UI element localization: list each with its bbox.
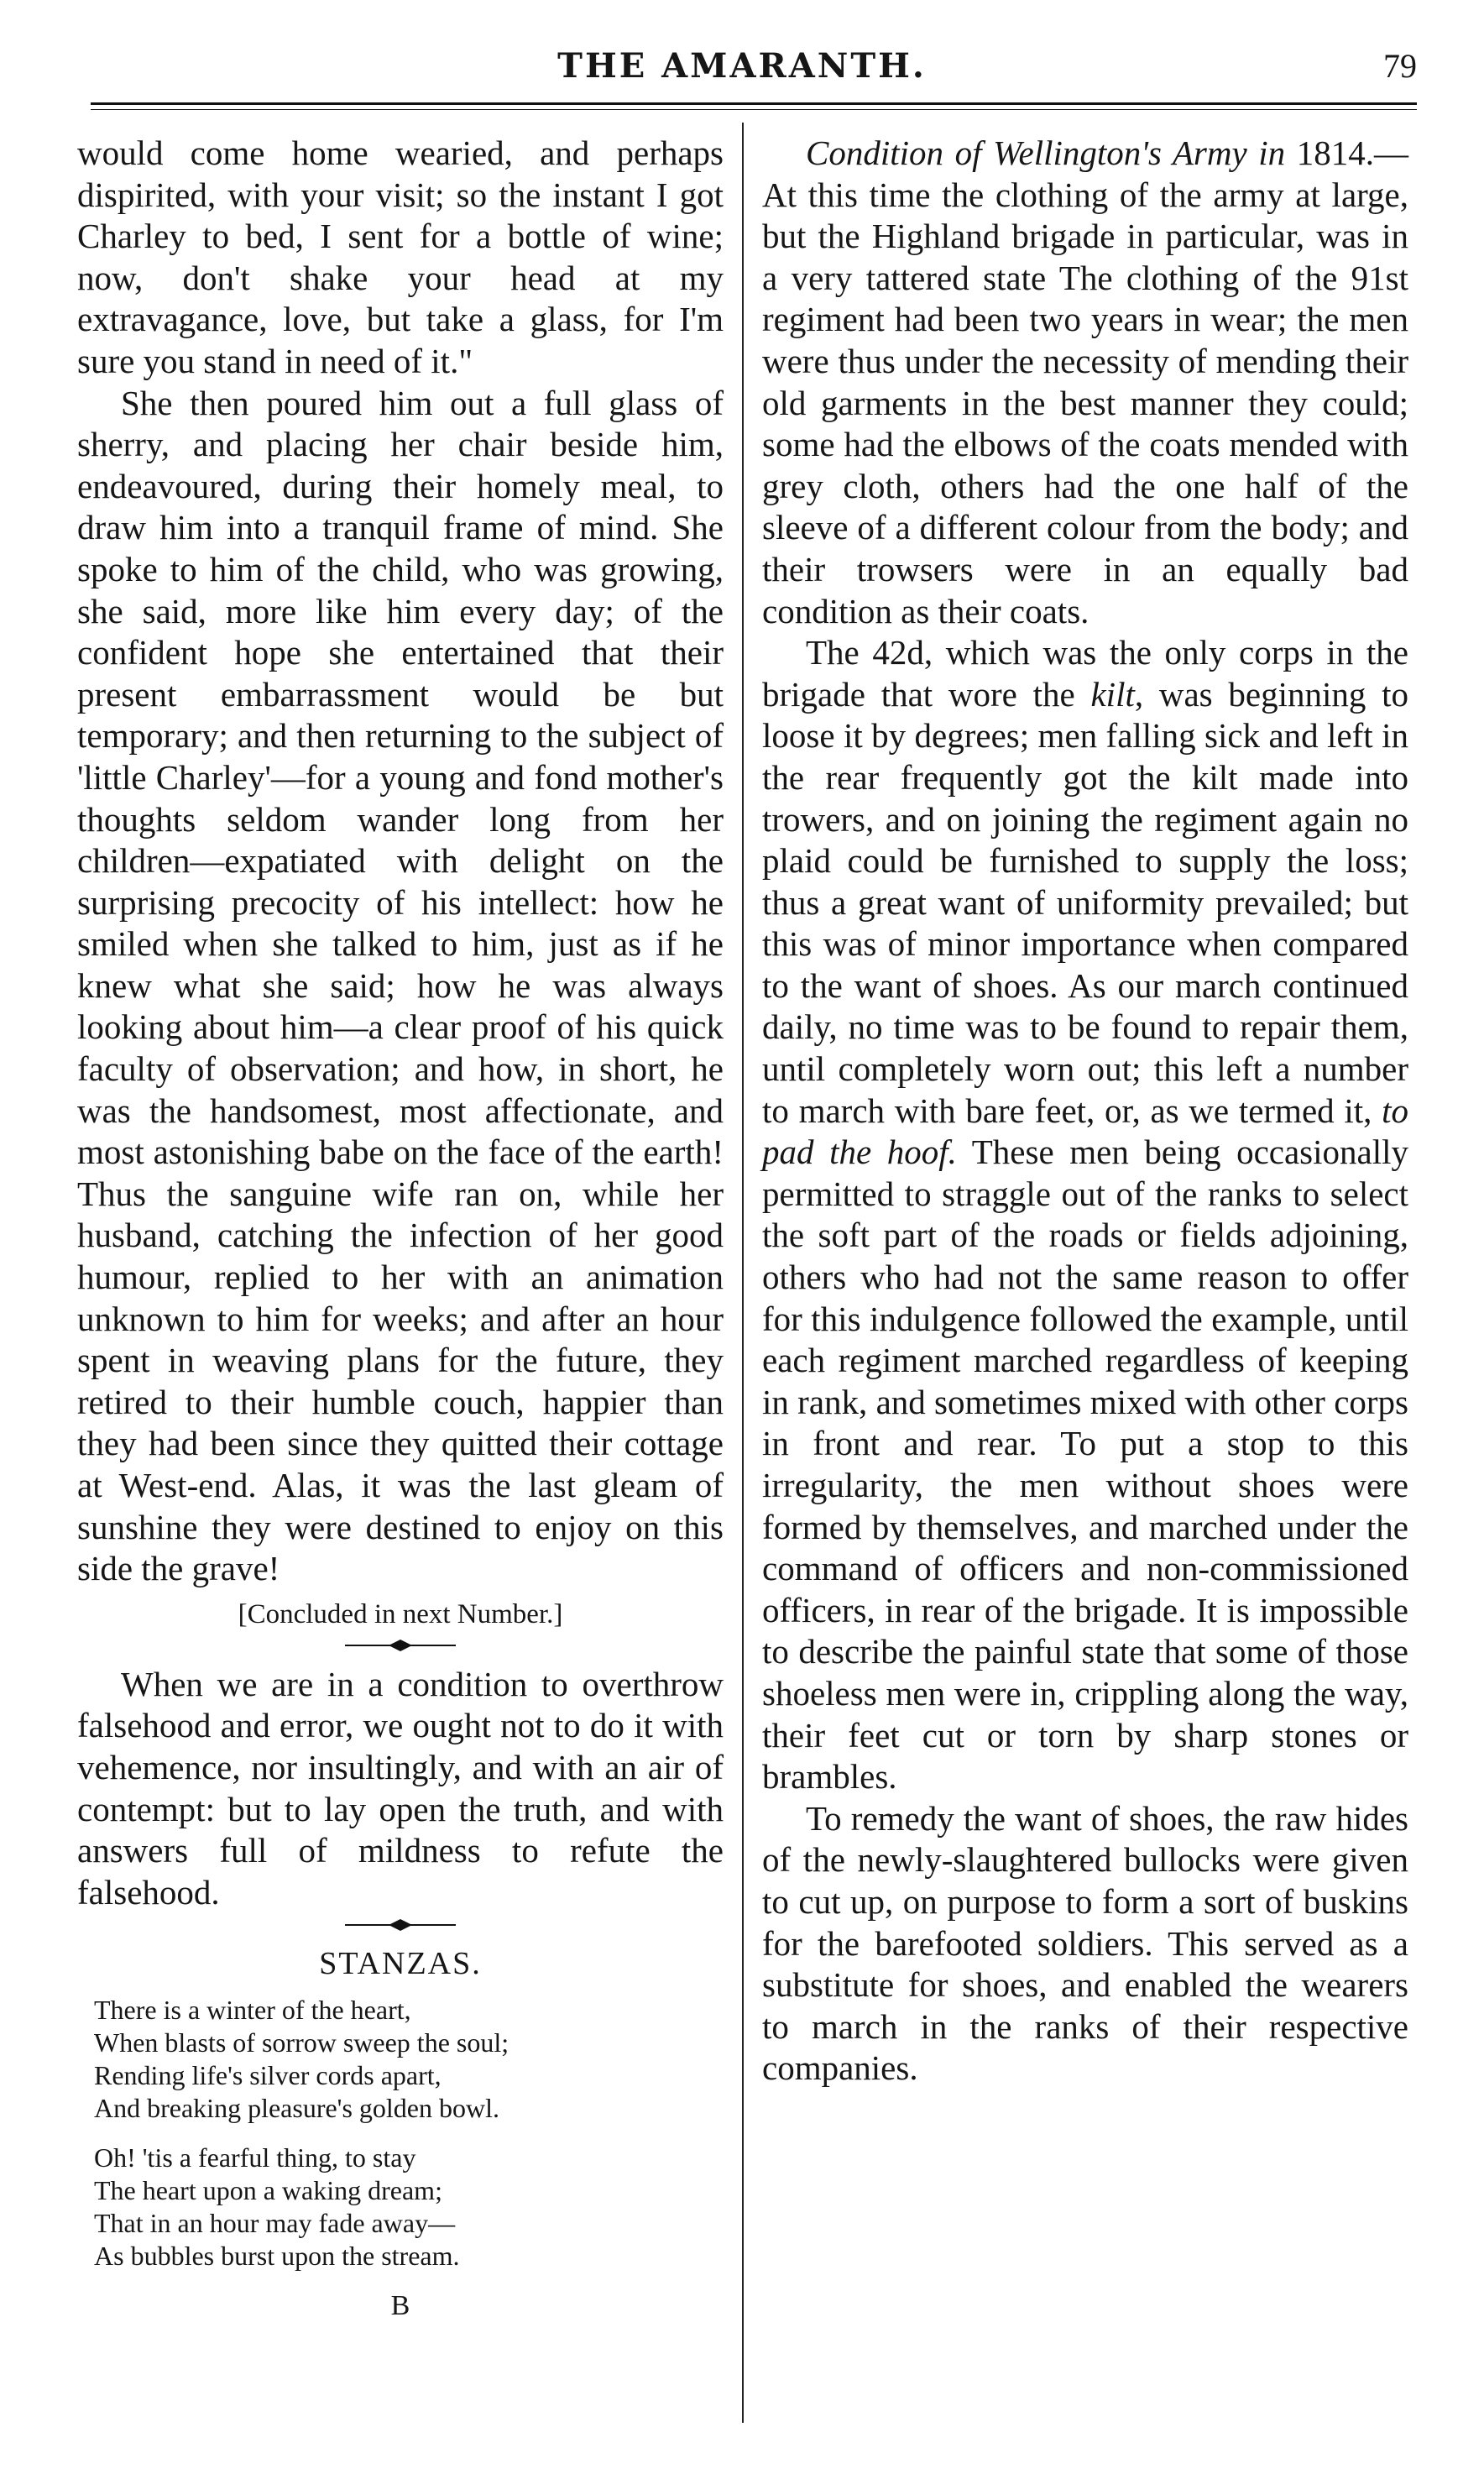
ornament-divider-icon bbox=[342, 1917, 459, 1933]
poem-line: That in an hour may fade away— bbox=[94, 2207, 456, 2238]
article-paragraph-1 bbox=[762, 133, 1408, 632]
poem-line: Rending life's silver cords apart, bbox=[94, 2059, 442, 2090]
article-text: The 42d, which was the only corps in the brigade that wore the bbox=[762, 633, 1408, 714]
column-divider bbox=[742, 123, 744, 2423]
running-title: THE AMARANTH. bbox=[557, 46, 927, 86]
concluded-note: [Concluded in next Number.] bbox=[238, 1598, 563, 1629]
signature-mark: B bbox=[390, 2289, 410, 2321]
poem-stanza-2 bbox=[77, 2142, 724, 2273]
article-paragraph-2 bbox=[762, 632, 1408, 1798]
poem-line: There is a winter of the heart, bbox=[94, 1994, 411, 2025]
page-header bbox=[0, 45, 1484, 96]
poem-line: When blasts of sorrow sweep the soul; bbox=[94, 2027, 509, 2058]
story-paragraph-continued: would come home wearied, and perhaps dispirited, with your visit; so the instant I got Charley to bed, I sent for a bottle of wine; now, don't shake your head at my extravagance, love, but take a glass, for I'm sure you stand in need of it." bbox=[77, 133, 724, 380]
article-text: 1814.—At this time the clothing of the army at large, but the Highland brigade in particular, was in a very tattered state The clothing of the 91st regiment had been two years in wear; the men were thus under the necessity of mending their old garments in the best manner they could; some had the elbows of the coats mended with grey cloth, others had the one half of the sleeve of a different colour from the body; and their trowsers were in an equally bad condition as their coats. bbox=[762, 133, 1409, 630]
maxim-paragraph: When we are in a condition to overthrow falsehood and error, we ought not to do it with vehemence, nor insultingly, and with an air of contempt: but to lay open the truth, and with answers full of mildness to refute the falsehood. bbox=[77, 1664, 724, 1912]
kilt-term: kilt bbox=[1090, 674, 1135, 714]
header-rule-thin bbox=[91, 109, 1417, 110]
poem-line: And breaking pleasure's golden bowl. bbox=[94, 2092, 499, 2123]
story-paragraph: She then poured him out a full glass of sherry, and placing her chair beside him, endeavoured, during their homely meal, to draw him into a tranquil frame of mind. She spoke to him of the child, who was growing, she said, more like him every day; of the confident hope she entertained that their present embarrassment would be but temporary; and then returning to the subject of 'little Charley'—for a young and fond mother's thoughts seldom wander long from her children—expatiated with delight on the surprising precocity of his intellect: how he smiled when she talked to him, just as if he knew what she said; how he was always looking about him—a clear proof of his quick faculty of observation; and how, in short, he was the handsomest, most affectionate, and most astonishing babe on the face of the earth! Thus the sanguine wife ran on, while her husband, catching the infection of her good humour, replied to her with an animation unknown to him for weeks; and after an hour spent in weaving plans for the future, they retired to their humble couch, happier than they had been since they quitted their cottage at West-end. Alas, it was the last gleam of sunshine they were destined to enjoy on this side the grave! bbox=[77, 383, 724, 1588]
poem-line: The heart upon a waking dream; bbox=[94, 2174, 442, 2205]
ornament-divider-icon bbox=[342, 1637, 459, 1654]
poem-line: Oh! 'tis a fearful thing, to stay bbox=[94, 2142, 416, 2173]
pad-the-hoof-phrase: to pad the hoof. bbox=[762, 1091, 1408, 1172]
page-number: 79 bbox=[1383, 47, 1417, 85]
poem-title: STANZAS. bbox=[319, 1946, 482, 1982]
article-paragraph-3: To remedy the want of shoes, the raw hides of the newly-slaughtered bullocks were given to cut up, on purpose to form a sort of buskins for the barefooted soldiers. This served as a substitute for shoes, and enabled the wearers to march in the ranks of their respective companies. bbox=[762, 1798, 1408, 2088]
article-heading: Condition of Wellington's Army in bbox=[806, 133, 1286, 172]
right-column bbox=[762, 133, 1408, 2090]
article-text: These men being occasionally permitted to straggle out of the ranks to select the soft part of the roads or fields adjoining, others who had not the same reason to offer for this indulgence followed the example, until each regiment marched regardless of keeping in rank, and sometimes mixed with other corps in front and rear. To put a stop to this irregularity, the men without shoes were formed by themselves, and marched under the command of officers and non-commissioned officers, in rear of the brigade. It is impossible to describe the painful state that some of those shoeless men were in, crippling along the way, their feet cut or torn by sharp stones or brambles. bbox=[762, 1132, 1408, 1797]
article-text: , was beginning to loose it by degrees; men falling sick and left in the rear frequently got the kilt made into trowers, and on joining the regiment again no plaid could be furnished to supply the loss; thus a great want of uniformity prevailed; but this was of minor importance when compared to the want of shoes. As our march continued daily, no time was to be found to repair them, until completely worn out; this left a number to march with bare feet, or, as we termed it, bbox=[762, 674, 1408, 1130]
header-rule-thick bbox=[91, 102, 1417, 105]
poem-line: As bubbles burst upon the stream. bbox=[94, 2240, 460, 2271]
poem-stanza-1 bbox=[77, 1994, 724, 2125]
left-column bbox=[77, 133, 724, 2323]
